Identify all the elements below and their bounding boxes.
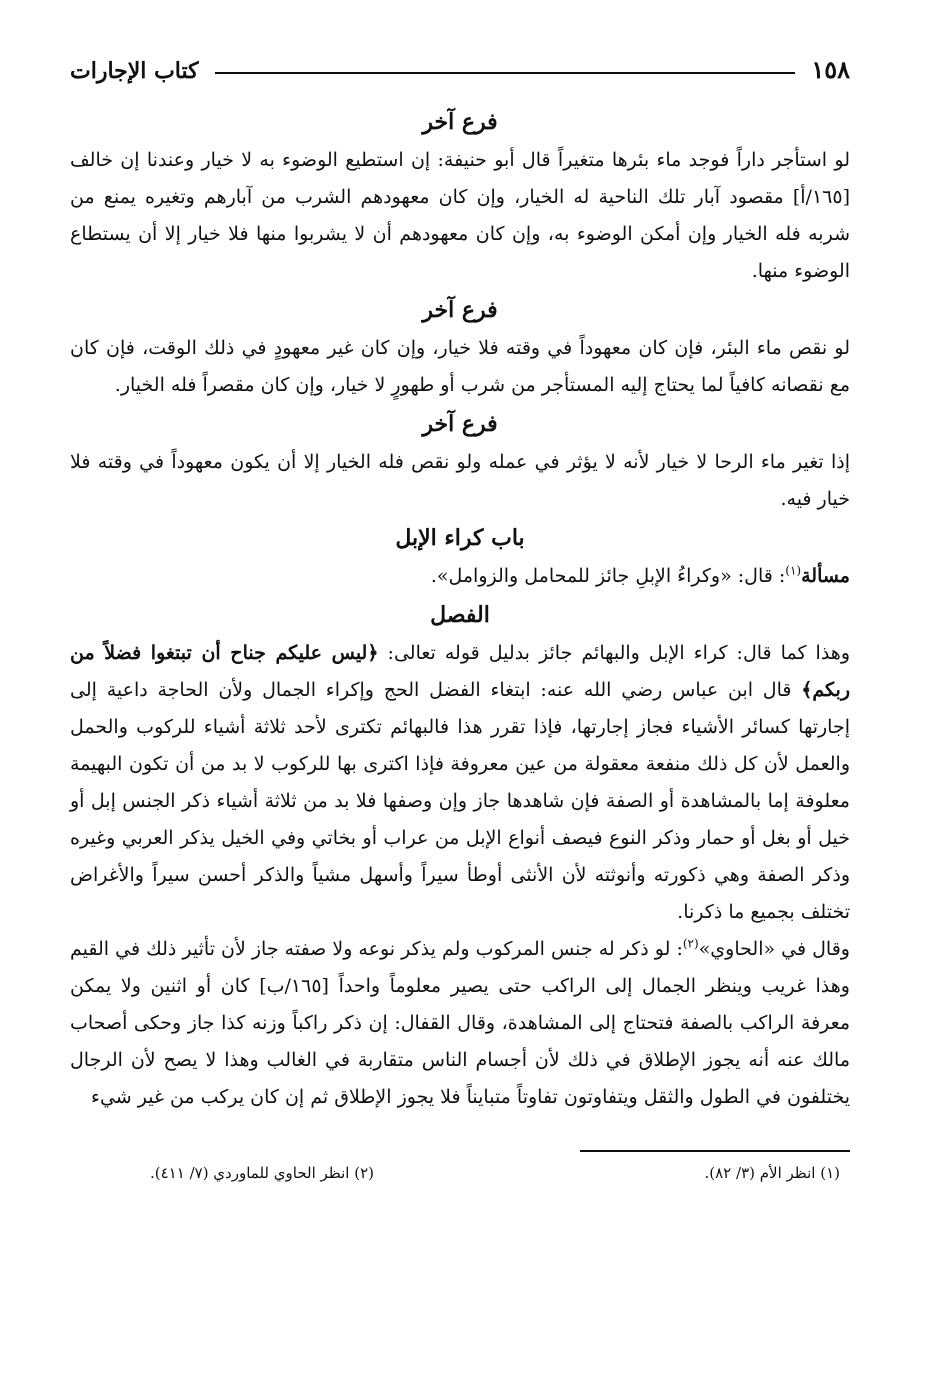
masala-label: مسألة: [801, 565, 850, 587]
header-rule: [215, 72, 796, 74]
fasl-p1-rest: قال ابن عباس رضي الله عنه: ابتغاء الفضل الحج وإكراء الجمال ولأن الحاجة داعية إلى إجارتها كسائر الأشياء فجاز إجارتها، فإذا تقرر هذا فالبهائم تكترى لأحد ثلاثة أشياء للركوب والحمل والعمل لأن كل ذلك منفعة معقولة من عين معروفة فإذا اكترى بها للركوب لا بد من أن تكون البهيمة معلوفة إما بالمشاهدة أو الصفة فإن شاهدها جاز وإن وصفها فلا بد من ثلاثة أشياء ذكر الجنس إبل أو خيل أو بغل أو حمار وذكر النوع فيصف أنواع الإبل من عراب أو بخاتي وفي الخيل يذكر العربي وغيره وذكر الصفة وهي ذكورته وأنوثته لأن الأنثى أوطأ سيراً وأسهل مشياً والذكر أحسن سيراً والأغراض تختلف بجميع ما ذكرنا.: [70, 679, 850, 923]
section-paragraph: لو استأجر داراً فوجد ماء بئرها متغيراً قال أبو حنيفة: إن استطيع الوضوء به لا خيار وعندنا إن خالف [١٦٥/أ] مقصود آبار تلك الناحية له الخيار، وإن كان معهودهم الشرب من آبارهم وتغيره يمنع من شربه فله الخيار وإن أمكن الوضوء به، وإن كان معهودهم أن لا يشربوا منها فلا خيار إلا أن يستطاع الوضوء منها.: [70, 149, 850, 282]
footnote-ref-2: (٢): [682, 936, 699, 951]
footnote-1: (١) انظر الأم (٣/ ٨٢).: [704, 1164, 840, 1182]
fasl-p1-start: وهذا كما قال: كراء الإبل والبهائم جائز بدليل قوله تعالى:: [378, 642, 850, 664]
masala-paragraph: [70, 558, 850, 595]
chapter-title: باب كراء الإبل: [395, 525, 525, 551]
footnote-ref-1: (١): [785, 563, 802, 578]
section-heading: فرع آخر: [422, 411, 498, 437]
document-page: [70, 40, 850, 1182]
footnote-2: (٢) انظر الحاوي للماوردي (٧/ ٤١١).: [150, 1164, 374, 1182]
section-paragraph: إذا تغير ماء الرحا لا خيار لأنه لا يؤثر في عمله ولو نقص فله الخيار إلا أن يكون معهوداً في وقته فلا خيار فيه.: [70, 451, 850, 510]
page-number: ١٥٨: [811, 55, 850, 84]
quran-verse: ﴿ليس عليكم جناح أن تبتغوا فضلاً من ربكم﴾: [70, 642, 850, 701]
fasl-p2-rest: : لو ذكر له جنس المركوب ولم يذكر نوعه ولا صفته جاز لأن تأثير ذلك في القيم وهذا غريب وينظر الجمال إلى الراكب حتى يصير معلوماً واحداً [١٦٥/ب] كان أو اثنين ولا يمكن معرفة الراكب بالصفة فتحتاج إلى المشاهدة، وقال القفال: إن ذكر راكباً وزنه كذا جاز وحكى أصحاب مالك عنه أنه يجوز الإطلاق في ذلك لأن أجسام الناس متقاربة في الغالب وهذا لا يصح لأن الرجال يختلفون في الطول والثقل ويتفاوتون تفاوتاً متبايناً فلا يجوز الإطلاق ثم إن كان يركب من غير شيء: [70, 938, 850, 1108]
masala-text: : قال: «وكراءُ الإبلِ جائز للمحامل والزوامل».: [430, 565, 786, 587]
fasl-heading: الفصل: [430, 602, 490, 628]
fasl-paragraph-2: [70, 931, 850, 1116]
section-heading: فرع آخر: [422, 297, 498, 323]
section-heading: فرع آخر: [422, 109, 498, 135]
page-header: [70, 40, 850, 84]
fasl-paragraph-1: [70, 635, 850, 931]
footnote-rule: [580, 1150, 850, 1152]
section-paragraph: لو نقص ماء البئر، فإن كان معهوداً في وقته فلا خيار، وإن كان غير معهودٍ في ذلك الوقت، فإن كان مع نقصانه كافياً لما يحتاج إليه المستأجر من شرب أو طهورٍ لا خيار، وإن كان مقصراً فله الخيار.: [70, 337, 850, 396]
book-title: كتاب الإجارات: [70, 58, 199, 84]
footnotes: [150, 1164, 850, 1182]
fasl-p2-start: وقال في «الحاوي»: [698, 938, 850, 960]
